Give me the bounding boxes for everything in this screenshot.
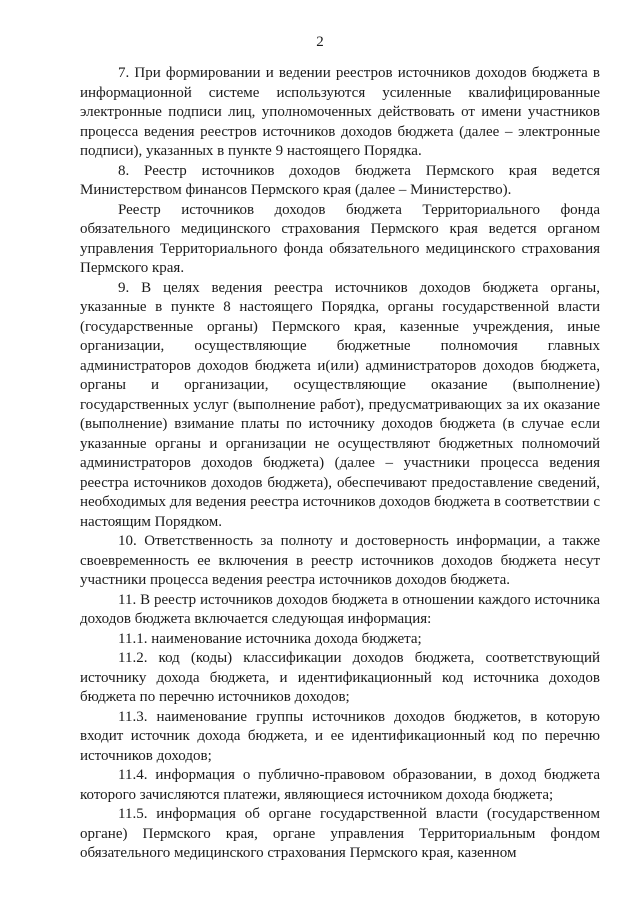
paragraph-10: 10. Ответственность за полноту и достоверность информации, а также своевременность ее включения в реестр источников доходов бюджета несут участники процесса ведения реестра источников доходов бюджета. [80,533,600,588]
paragraph-11: 11. В реестр источников доходов бюджета в отношении каждого источника доходов бюджета включается следующая информация: [80,591,600,627]
paragraph-9: 9. В целях ведения реестра источников доходов бюджета органы, указанные в пункте 8 настоящего Порядка, органы государственной власти (государственные органы) Пермского края, казенные учреждения, иные организации, осуществляющие бюджетные полномочия главных администраторов доходов бюджета и(или) администраторов доходов бюджета, органы и организации, осуществляющие оказание (выполнение) государственных услуг (выполнение работ), предусматривающих за их оказание (выполнение) взимание платы по источнику доходов бюджета (в случае если указанные органы и организации не осуществляют бюджетных полномочий администраторов доходов бюджета) (далее – участники процесса ведения реестра источников доходов бюджета), обеспечивают предоставление сведений, необходимых для ведения реестра источников доходов бюджета в соответствии с настоящим Порядком. [80,279,600,530]
document-body [80,64,600,864]
page-number: 2 [316,34,324,50]
paragraph-11-2: 11.2. код (коды) классификации доходов бюджета, соответствующий источнику дохода бюджета, и идентификационный код источника доходов бюджета по перечню источников доходов; [80,650,600,705]
paragraph-8: 8. Реестр источников доходов бюджета Пермского края ведется Министерством финансов Пермского края (далее – Министерство). [80,162,600,198]
paragraph-11-3: 11.3. наименование группы источников доходов бюджетов, в которую входит источник дохода бюджета, и ее идентификационный код по перечню источников доходов; [80,708,600,764]
paragraph-7: 7. При формировании и ведении реестров источников доходов бюджета в информационной системе используются усиленные квалифицированные электронные подписи лиц, уполномоченных действовать от имени участников процесса ведения реестров источников доходов бюджета (далее – электронные подписи), указанных в пункте 9 настоящего Порядка. [80,65,600,159]
paragraph-11-4: 11.4. информация о публично-правовом образовании, в доход бюджета которого зачисляются платежи, являющиеся источником дохода бюджета; [80,767,600,803]
paragraph-11-1: 11.1. наименование источника дохода бюджета; [118,630,422,647]
paragraph-8-continuation: Реестр источников доходов бюджета Территориального фонда обязательного медицинского страхования Пермского края ведется органом управления Территориального фонда обязательного медицинского страхования Пермского края. [80,201,600,276]
paragraph-11-5: 11.5. информация об органе государственной власти (государственном органе) Пермского края, органе управления Территориальным фондом обязательного медицинского страхования Пермского края, казенном [80,806,600,861]
